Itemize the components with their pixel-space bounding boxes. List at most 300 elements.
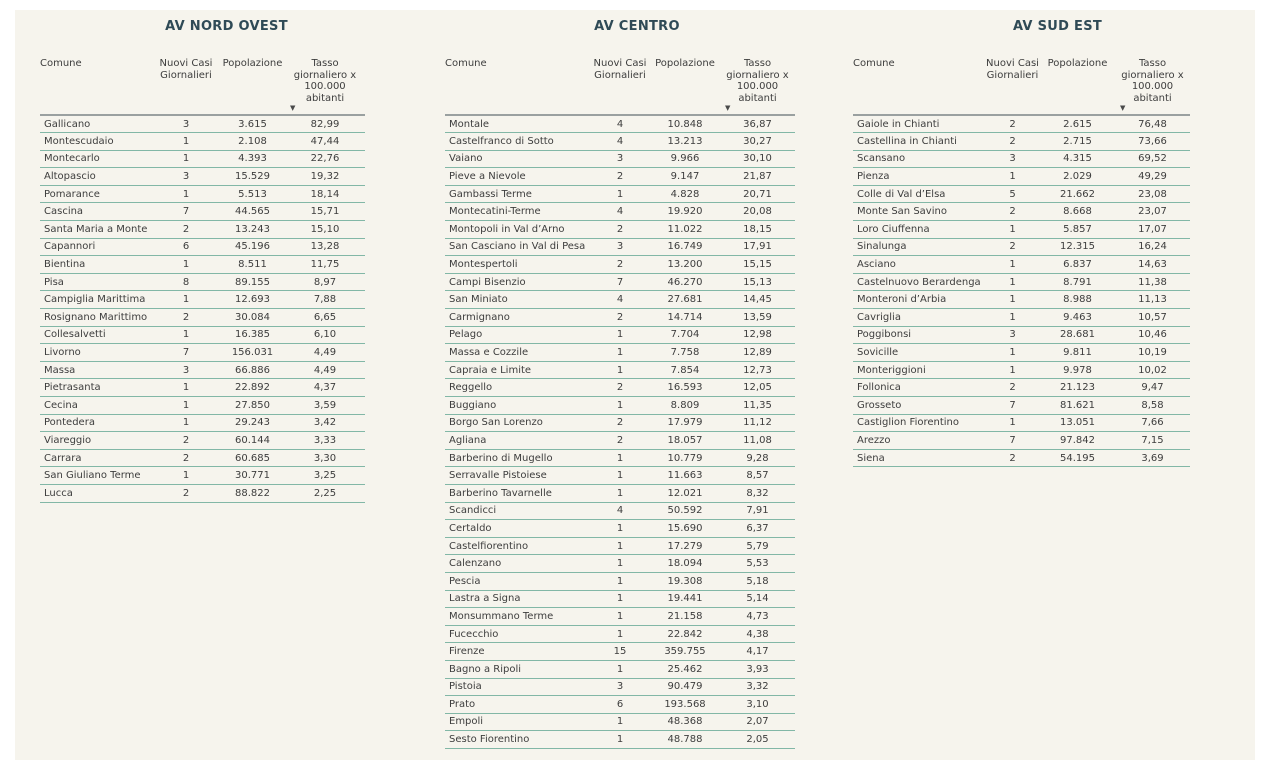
cell-nuovi-casi-giornalieri: 1 <box>985 273 1040 291</box>
cell-tasso-giornaliero: 10,19 <box>1115 344 1190 362</box>
table-row <box>445 238 795 256</box>
column-header-nuovi-casi-giornalieri[interactable]: Nuovi Casi Giornalieri <box>985 58 1040 115</box>
cell-tasso-giornaliero: 12,89 <box>720 344 795 362</box>
table-row <box>853 256 1190 274</box>
table-row <box>445 361 795 379</box>
cell-tasso-giornaliero: 13,28 <box>285 238 365 256</box>
table-row <box>445 133 795 151</box>
sort-descending-icon[interactable]: ▼ <box>1120 104 1126 112</box>
cell-comune: Cascina <box>40 203 152 221</box>
cell-tasso-giornaliero: 4,49 <box>285 344 365 362</box>
cell-tasso-giornaliero: 23,07 <box>1115 203 1190 221</box>
table-row <box>445 221 795 239</box>
cell-tasso-giornaliero: 14,63 <box>1115 256 1190 274</box>
cell-popolazione: 7.704 <box>650 326 720 344</box>
cell-nuovi-casi-giornalieri: 1 <box>590 185 650 203</box>
cell-comune: Agliana <box>445 432 590 450</box>
cell-comune: Gambassi Terme <box>445 185 590 203</box>
cell-popolazione: 18.057 <box>650 432 720 450</box>
table-row <box>853 221 1190 239</box>
cell-tasso-giornaliero: 4,38 <box>720 625 795 643</box>
cell-tasso-giornaliero: 3,30 <box>285 449 365 467</box>
cell-comune: Cecina <box>40 397 152 415</box>
column-header-tasso-giornaliero[interactable]: Tasso giornaliero x 100.000 abitanti ▼ <box>720 58 795 115</box>
cell-comune: Pontedera <box>40 414 152 432</box>
cell-tasso-giornaliero: 47,44 <box>285 133 365 151</box>
cell-tasso-giornaliero: 8,58 <box>1115 397 1190 415</box>
table-row <box>445 625 795 643</box>
cell-popolazione: 44.565 <box>220 203 285 221</box>
cell-comune: Fucecchio <box>445 625 590 643</box>
cell-comune: Rosignano Marittimo <box>40 309 152 327</box>
cell-nuovi-casi-giornalieri: 1 <box>590 467 650 485</box>
table-row <box>445 256 795 274</box>
cell-popolazione: 9.978 <box>1040 361 1115 379</box>
table-row <box>853 115 1190 133</box>
table-row <box>445 696 795 714</box>
table-row <box>445 572 795 590</box>
cell-tasso-giornaliero: 6,10 <box>285 326 365 344</box>
cell-popolazione: 5.857 <box>1040 221 1115 239</box>
table-row <box>40 484 365 502</box>
column-header-comune[interactable]: Comune <box>40 58 152 115</box>
cell-comune: Grosseto <box>853 397 985 415</box>
table-row <box>445 608 795 626</box>
cell-popolazione: 6.837 <box>1040 256 1115 274</box>
cell-nuovi-casi-giornalieri: 1 <box>590 555 650 573</box>
table-row <box>445 449 795 467</box>
cell-tasso-giornaliero: 7,88 <box>285 291 365 309</box>
cell-tasso-giornaliero: 15,71 <box>285 203 365 221</box>
cell-tasso-giornaliero: 9,47 <box>1115 379 1190 397</box>
cell-tasso-giornaliero: 9,28 <box>720 449 795 467</box>
table-row <box>445 273 795 291</box>
table-row <box>445 414 795 432</box>
cell-nuovi-casi-giornalieri: 1 <box>152 150 220 168</box>
table-row <box>40 291 365 309</box>
table-row <box>40 133 365 151</box>
cell-tasso-giornaliero: 7,66 <box>1115 414 1190 432</box>
table-row <box>445 168 795 186</box>
table-row <box>445 150 795 168</box>
cell-popolazione: 18.094 <box>650 555 720 573</box>
cell-popolazione: 8.809 <box>650 397 720 415</box>
cell-comune: Montespertoli <box>445 256 590 274</box>
cell-popolazione: 9.811 <box>1040 344 1115 362</box>
sort-descending-icon[interactable]: ▼ <box>725 104 731 112</box>
cell-comune: Altopascio <box>40 168 152 186</box>
table-row <box>853 309 1190 327</box>
cell-nuovi-casi-giornalieri: 7 <box>985 397 1040 415</box>
cell-nuovi-casi-giornalieri: 7 <box>985 432 1040 450</box>
cell-comune: Empoli <box>445 713 590 731</box>
cell-nuovi-casi-giornalieri: 2 <box>985 133 1040 151</box>
cell-nuovi-casi-giornalieri: 6 <box>590 696 650 714</box>
table-row <box>40 273 365 291</box>
pane-av-nord-ovest <box>40 10 365 503</box>
cell-nuovi-casi-giornalieri: 1 <box>590 520 650 538</box>
cell-nuovi-casi-giornalieri: 1 <box>152 467 220 485</box>
cell-comune: Buggiano <box>445 397 590 415</box>
table-row <box>40 361 365 379</box>
column-header-popolazione[interactable]: Popolazione <box>1040 58 1115 115</box>
cell-tasso-giornaliero: 12,73 <box>720 361 795 379</box>
cell-tasso-giornaliero: 3,93 <box>720 660 795 678</box>
cell-popolazione: 19.308 <box>650 572 720 590</box>
cell-tasso-giornaliero: 12,98 <box>720 326 795 344</box>
cell-popolazione: 4.828 <box>650 185 720 203</box>
cell-tasso-giornaliero: 3,32 <box>720 678 795 696</box>
header-row <box>853 58 1190 115</box>
table-row <box>40 256 365 274</box>
cell-comune: Pienza <box>853 168 985 186</box>
cell-comune: Pomarance <box>40 185 152 203</box>
cell-popolazione: 4.393 <box>220 150 285 168</box>
cell-tasso-giornaliero: 2,05 <box>720 731 795 749</box>
cell-popolazione: 9.147 <box>650 168 720 186</box>
cell-tasso-giornaliero: 4,49 <box>285 361 365 379</box>
table-row <box>40 449 365 467</box>
table-row <box>445 643 795 661</box>
sort-descending-icon[interactable]: ▼ <box>290 104 296 112</box>
cell-popolazione: 17.279 <box>650 537 720 555</box>
cell-nuovi-casi-giornalieri: 1 <box>985 168 1040 186</box>
cell-popolazione: 14.714 <box>650 309 720 327</box>
cell-tasso-giornaliero: 22,76 <box>285 150 365 168</box>
cell-tasso-giornaliero: 30,10 <box>720 150 795 168</box>
table-row <box>445 467 795 485</box>
cell-tasso-giornaliero: 69,52 <box>1115 150 1190 168</box>
cell-tasso-giornaliero: 76,48 <box>1115 115 1190 133</box>
cell-comune: Monte San Savino <box>853 203 985 221</box>
table-row <box>445 185 795 203</box>
cell-nuovi-casi-giornalieri: 4 <box>590 115 650 133</box>
cell-comune: Reggello <box>445 379 590 397</box>
cell-popolazione: 359.755 <box>650 643 720 661</box>
cell-popolazione: 8.791 <box>1040 273 1115 291</box>
cell-popolazione: 90.479 <box>650 678 720 696</box>
table-row <box>853 150 1190 168</box>
column-header-tasso-giornaliero[interactable]: Tasso giornaliero x 100.000 abitanti ▼ <box>285 58 365 115</box>
cell-nuovi-casi-giornalieri: 1 <box>152 397 220 415</box>
cell-popolazione: 10.848 <box>650 115 720 133</box>
table-av-nord-ovest <box>40 58 365 503</box>
table-row <box>40 150 365 168</box>
cell-nuovi-casi-giornalieri: 1 <box>985 361 1040 379</box>
cell-popolazione: 156.031 <box>220 344 285 362</box>
cell-tasso-giornaliero: 5,79 <box>720 537 795 555</box>
cell-comune: Pisa <box>40 273 152 291</box>
cell-nuovi-casi-giornalieri: 2 <box>590 414 650 432</box>
cell-nuovi-casi-giornalieri: 5 <box>985 185 1040 203</box>
cell-tasso-giornaliero: 18,14 <box>285 185 365 203</box>
cell-tasso-giornaliero: 11,38 <box>1115 273 1190 291</box>
table-row <box>445 590 795 608</box>
cell-tasso-giornaliero: 15,10 <box>285 221 365 239</box>
cell-tasso-giornaliero: 12,05 <box>720 379 795 397</box>
cell-nuovi-casi-giornalieri: 1 <box>590 625 650 643</box>
cell-nuovi-casi-giornalieri: 3 <box>152 115 220 133</box>
cell-comune: Campi Bisenzio <box>445 273 590 291</box>
cell-comune: Collesalvetti <box>40 326 152 344</box>
cell-nuovi-casi-giornalieri: 1 <box>152 379 220 397</box>
cell-popolazione: 8.511 <box>220 256 285 274</box>
cell-popolazione: 7.854 <box>650 361 720 379</box>
cell-popolazione: 46.270 <box>650 273 720 291</box>
column-header-popolazione[interactable]: Popolazione <box>650 58 720 115</box>
cell-comune: Monteroni d’Arbia <box>853 291 985 309</box>
cell-comune: Montescudaio <box>40 133 152 151</box>
cell-comune: Bientina <box>40 256 152 274</box>
cell-popolazione: 7.758 <box>650 344 720 362</box>
header-row <box>40 58 365 115</box>
cell-comune: Livorno <box>40 344 152 362</box>
cell-comune: Colle di Val d’Elsa <box>853 185 985 203</box>
cell-nuovi-casi-giornalieri: 2 <box>985 115 1040 133</box>
cell-popolazione: 48.788 <box>650 731 720 749</box>
cell-tasso-giornaliero: 4,17 <box>720 643 795 661</box>
cell-popolazione: 16.593 <box>650 379 720 397</box>
cell-popolazione: 29.243 <box>220 414 285 432</box>
cell-tasso-giornaliero: 11,13 <box>1115 291 1190 309</box>
cell-tasso-giornaliero: 49,29 <box>1115 168 1190 186</box>
cell-nuovi-casi-giornalieri: 15 <box>590 643 650 661</box>
cell-comune: Barberino Tavarnelle <box>445 484 590 502</box>
cell-nuovi-casi-giornalieri: 1 <box>590 361 650 379</box>
cell-popolazione: 88.822 <box>220 484 285 502</box>
cell-nuovi-casi-giornalieri: 2 <box>985 238 1040 256</box>
cell-popolazione: 48.368 <box>650 713 720 731</box>
cell-comune: Castelfiorentino <box>445 537 590 555</box>
cell-comune: Asciano <box>853 256 985 274</box>
cell-comune: Pelago <box>445 326 590 344</box>
table-row <box>853 432 1190 450</box>
cell-comune: Campiglia Marittima <box>40 291 152 309</box>
table-row <box>40 326 365 344</box>
cell-popolazione: 17.979 <box>650 414 720 432</box>
cell-comune: Massa e Cozzile <box>445 344 590 362</box>
cell-nuovi-casi-giornalieri: 1 <box>152 291 220 309</box>
cell-tasso-giornaliero: 7,15 <box>1115 432 1190 450</box>
cell-popolazione: 19.441 <box>650 590 720 608</box>
cell-popolazione: 2.715 <box>1040 133 1115 151</box>
cell-popolazione: 4.315 <box>1040 150 1115 168</box>
cell-tasso-giornaliero: 17,07 <box>1115 221 1190 239</box>
table-row <box>853 185 1190 203</box>
cell-popolazione: 28.681 <box>1040 326 1115 344</box>
cell-nuovi-casi-giornalieri: 7 <box>152 344 220 362</box>
cell-popolazione: 11.663 <box>650 467 720 485</box>
cell-tasso-giornaliero: 3,69 <box>1115 449 1190 467</box>
column-header-nuovi-casi-giornalieri[interactable]: Nuovi Casi Giornalieri <box>152 58 220 115</box>
cell-comune: Bagno a Ripoli <box>445 660 590 678</box>
cell-nuovi-casi-giornalieri: 2 <box>590 432 650 450</box>
cell-popolazione: 12.693 <box>220 291 285 309</box>
table-row <box>853 133 1190 151</box>
cell-nuovi-casi-giornalieri: 3 <box>590 678 650 696</box>
cell-comune: Firenze <box>445 643 590 661</box>
cell-nuovi-casi-giornalieri: 1 <box>590 660 650 678</box>
cell-tasso-giornaliero: 11,08 <box>720 432 795 450</box>
cell-comune: Barberino di Mugello <box>445 449 590 467</box>
table-row <box>445 203 795 221</box>
table-row <box>40 221 365 239</box>
cell-nuovi-casi-giornalieri: 1 <box>152 133 220 151</box>
table-row <box>445 484 795 502</box>
cell-comune: Vaiano <box>445 150 590 168</box>
column-header-nuovi-casi-giornalieri[interactable]: Nuovi Casi Giornalieri <box>590 58 650 115</box>
cell-tasso-giornaliero: 15,13 <box>720 273 795 291</box>
cell-comune: Prato <box>445 696 590 714</box>
cell-popolazione: 21.662 <box>1040 185 1115 203</box>
cell-nuovi-casi-giornalieri: 8 <box>152 273 220 291</box>
cell-nuovi-casi-giornalieri: 1 <box>152 414 220 432</box>
cell-nuovi-casi-giornalieri: 1 <box>590 344 650 362</box>
cell-tasso-giornaliero: 5,53 <box>720 555 795 573</box>
table-row <box>40 238 365 256</box>
cell-comune: Sesto Fiorentino <box>445 731 590 749</box>
column-header-comune[interactable]: Comune <box>445 58 590 115</box>
cell-tasso-giornaliero: 3,10 <box>720 696 795 714</box>
cell-comune: Montale <box>445 115 590 133</box>
cell-nuovi-casi-giornalieri: 1 <box>590 572 650 590</box>
cell-comune: Carrara <box>40 449 152 467</box>
pane-av-centro <box>445 10 795 749</box>
cell-tasso-giornaliero: 19,32 <box>285 168 365 186</box>
cell-tasso-giornaliero: 23,08 <box>1115 185 1190 203</box>
cell-popolazione: 15.529 <box>220 168 285 186</box>
cell-comune: Siena <box>853 449 985 467</box>
cell-comune: Cavriglia <box>853 309 985 327</box>
cell-tasso-giornaliero: 6,37 <box>720 520 795 538</box>
cell-tasso-giornaliero: 4,73 <box>720 608 795 626</box>
table-row <box>445 432 795 450</box>
cell-tasso-giornaliero: 11,75 <box>285 256 365 274</box>
table-row <box>445 555 795 573</box>
column-header-comune[interactable]: Comune <box>853 58 985 115</box>
cell-popolazione: 193.568 <box>650 696 720 714</box>
cell-comune: Monsummano Terme <box>445 608 590 626</box>
cell-tasso-giornaliero: 2,07 <box>720 713 795 731</box>
cell-tasso-giornaliero: 21,87 <box>720 168 795 186</box>
cell-tasso-giornaliero: 3,42 <box>285 414 365 432</box>
table-row <box>853 203 1190 221</box>
cell-comune: Monteriggioni <box>853 361 985 379</box>
cell-nuovi-casi-giornalieri: 2 <box>985 203 1040 221</box>
cell-popolazione: 10.779 <box>650 449 720 467</box>
pane-title-av-nord-ovest: AV NORD OVEST <box>165 19 288 34</box>
cell-popolazione: 15.690 <box>650 520 720 538</box>
column-header-tasso-giornaliero[interactable]: Tasso giornaliero x 100.000 abitanti ▼ <box>1115 58 1190 115</box>
cell-popolazione: 13.200 <box>650 256 720 274</box>
cell-nuovi-casi-giornalieri: 2 <box>590 256 650 274</box>
cell-popolazione: 9.966 <box>650 150 720 168</box>
table-row <box>445 115 795 133</box>
cell-comune: Castelfranco di Sotto <box>445 133 590 151</box>
cell-tasso-giornaliero: 82,99 <box>285 115 365 133</box>
table-row <box>445 520 795 538</box>
table-row <box>40 115 365 133</box>
cell-tasso-giornaliero: 8,32 <box>720 484 795 502</box>
cell-comune: Capraia e Limite <box>445 361 590 379</box>
cell-nuovi-casi-giornalieri: 3 <box>590 238 650 256</box>
cell-nuovi-casi-giornalieri: 4 <box>590 133 650 151</box>
cell-popolazione: 16.749 <box>650 238 720 256</box>
table-row <box>853 326 1190 344</box>
table-row <box>445 678 795 696</box>
table-row <box>445 379 795 397</box>
cell-nuovi-casi-giornalieri: 3 <box>590 150 650 168</box>
cell-popolazione: 30.771 <box>220 467 285 485</box>
cell-popolazione: 12.021 <box>650 484 720 502</box>
cell-tasso-giornaliero: 11,12 <box>720 414 795 432</box>
cell-nuovi-casi-giornalieri: 2 <box>152 221 220 239</box>
cell-comune: Pescia <box>445 572 590 590</box>
table-row <box>445 326 795 344</box>
cell-comune: Castiglion Fiorentino <box>853 414 985 432</box>
table-row <box>853 291 1190 309</box>
cell-comune: Arezzo <box>853 432 985 450</box>
cell-comune: Carmignano <box>445 309 590 327</box>
table-row <box>445 537 795 555</box>
cell-popolazione: 8.988 <box>1040 291 1115 309</box>
cell-comune: Montopoli in Val d’Arno <box>445 221 590 239</box>
cell-nuovi-casi-giornalieri: 4 <box>590 502 650 520</box>
cell-popolazione: 3.615 <box>220 115 285 133</box>
cell-popolazione: 60.685 <box>220 449 285 467</box>
cell-popolazione: 19.920 <box>650 203 720 221</box>
cell-popolazione: 45.196 <box>220 238 285 256</box>
cell-nuovi-casi-giornalieri: 2 <box>152 449 220 467</box>
table-row <box>853 361 1190 379</box>
cell-popolazione: 9.463 <box>1040 309 1115 327</box>
cell-nuovi-casi-giornalieri: 4 <box>590 291 650 309</box>
cell-nuovi-casi-giornalieri: 1 <box>590 608 650 626</box>
cell-popolazione: 30.084 <box>220 309 285 327</box>
cell-popolazione: 81.621 <box>1040 397 1115 415</box>
cell-tasso-giornaliero: 20,71 <box>720 185 795 203</box>
cell-nuovi-casi-giornalieri: 6 <box>152 238 220 256</box>
table-row <box>40 467 365 485</box>
column-header-popolazione[interactable]: Popolazione <box>220 58 285 115</box>
cell-nuovi-casi-giornalieri: 1 <box>590 397 650 415</box>
cell-popolazione: 13.213 <box>650 133 720 151</box>
table-row <box>40 344 365 362</box>
table-row <box>40 203 365 221</box>
cell-tasso-giornaliero: 18,15 <box>720 221 795 239</box>
cell-comune: San Miniato <box>445 291 590 309</box>
cell-nuovi-casi-giornalieri: 7 <box>590 273 650 291</box>
cell-nuovi-casi-giornalieri: 1 <box>152 185 220 203</box>
cell-popolazione: 16.385 <box>220 326 285 344</box>
cell-nuovi-casi-giornalieri: 1 <box>152 256 220 274</box>
cell-tasso-giornaliero: 14,45 <box>720 291 795 309</box>
cell-nuovi-casi-giornalieri: 2 <box>590 309 650 327</box>
cell-popolazione: 2.029 <box>1040 168 1115 186</box>
table-row <box>40 397 365 415</box>
cell-tasso-giornaliero: 11,35 <box>720 397 795 415</box>
cell-comune: Pietrasanta <box>40 379 152 397</box>
cell-tasso-giornaliero: 5,14 <box>720 590 795 608</box>
cell-tasso-giornaliero: 16,24 <box>1115 238 1190 256</box>
cell-nuovi-casi-giornalieri: 3 <box>985 326 1040 344</box>
cell-tasso-giornaliero: 5,18 <box>720 572 795 590</box>
cell-tasso-giornaliero: 73,66 <box>1115 133 1190 151</box>
table-row <box>853 397 1190 415</box>
cell-comune: Montecatini-Terme <box>445 203 590 221</box>
cell-comune: Scansano <box>853 150 985 168</box>
cell-comune: Pistoia <box>445 678 590 696</box>
